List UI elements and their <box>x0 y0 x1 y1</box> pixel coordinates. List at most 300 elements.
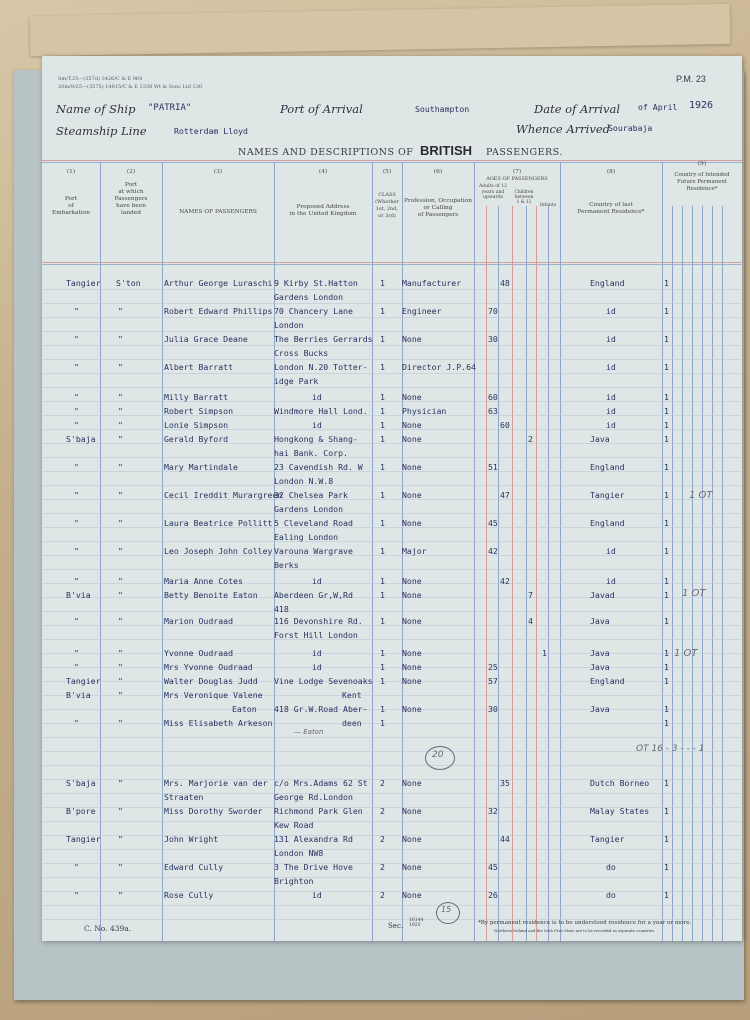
colhead-infants: Infants <box>539 203 557 208</box>
col-line-4 <box>372 162 373 941</box>
cell-landed: " <box>118 834 123 844</box>
cell-occ: None <box>402 806 422 816</box>
cell-name: Edward Cully <box>164 862 224 872</box>
pencil-ot-3: 1 OT <box>674 648 698 659</box>
cell-age: 25 <box>488 662 498 672</box>
cell-embark: B'via <box>66 590 91 600</box>
colhead-occupation: Profession, Occupation or Calling of Passengers <box>403 198 472 218</box>
cell-cls: 1 <box>380 648 385 658</box>
cell-age: 45 <box>488 862 498 872</box>
cell-name: Yvonne Oudraad <box>164 648 234 658</box>
ruled-line <box>42 415 742 416</box>
cell-name: Betty Benoite Eaton <box>164 590 258 600</box>
cell-embark: B'via <box>66 690 91 700</box>
cell-res: Malay States <box>590 806 650 816</box>
cell-occ: None <box>402 518 422 528</box>
cell-age: 26 <box>488 890 498 900</box>
cell-landed: " <box>118 576 123 586</box>
ruled-line <box>42 303 742 304</box>
cell-landed: " <box>118 490 123 500</box>
cell-occ: None <box>402 778 422 788</box>
col-line-8 <box>662 162 663 941</box>
cell-embark: " <box>74 648 79 658</box>
cell-occ: None <box>402 862 422 872</box>
cell-addr: 131 Alexandra Rd <box>274 834 353 844</box>
col-line-7 <box>560 162 561 941</box>
colnum-5: (5) <box>382 169 392 175</box>
cell-landed: " <box>118 590 123 600</box>
cell-fut: 1 <box>664 890 669 900</box>
cell-name: Maria Anne Cotes <box>164 576 243 586</box>
cell-addr2: Ealing London <box>274 532 339 542</box>
ruled-line <box>42 681 742 682</box>
cell-fut: 1 <box>664 306 669 316</box>
cell-addr: id <box>312 662 322 672</box>
cell-addr: Richmond Park Glen <box>274 806 363 816</box>
cell-landed: " <box>118 616 123 626</box>
cell-fut: 1 <box>664 778 669 788</box>
cell-addr: 5 Cleveland Road <box>274 518 353 528</box>
col-line-6 <box>474 162 475 941</box>
cell-cls: 1 <box>380 490 385 500</box>
cell-embark: Tangier <box>66 676 101 686</box>
cell-res: Dutch Borneo <box>590 778 650 788</box>
cell-name: Lonie Simpson <box>164 420 229 430</box>
cell-addr2: Gardens London <box>274 292 344 302</box>
cell-embark: S'baja <box>66 434 96 444</box>
cell-fut: 1 <box>664 392 669 402</box>
header-rule-2 <box>42 264 742 265</box>
ruled-line <box>42 821 742 822</box>
cell-fut: 1 <box>664 406 669 416</box>
cell-cls: 1 <box>380 518 385 528</box>
ruled-line <box>42 625 742 626</box>
footnote-2: Northern Ireland and the Irish Free State are to be recorded as separate countries. <box>494 928 656 933</box>
cell-age: 4 <box>528 616 533 626</box>
colhead-embark: Port of Embarkation <box>51 196 91 216</box>
cell-landed: " <box>118 546 123 556</box>
cell-age: 30 <box>488 704 498 714</box>
colnum-3: (3) <box>213 169 223 175</box>
cell-cls: 1 <box>380 616 385 626</box>
cell-embark: " <box>74 306 79 316</box>
ruled-line <box>42 835 742 836</box>
colhead-ages: AGES OF PASSENGERS <box>486 176 548 182</box>
cell-occ: None <box>402 462 422 472</box>
cell-embark: " <box>74 334 79 344</box>
pencil-eaton-note: — Eaton <box>294 728 324 736</box>
cell-fut: 1 <box>664 334 669 344</box>
cell-embark: " <box>74 616 79 626</box>
ruled-line <box>42 793 742 794</box>
cell-landed: " <box>118 862 123 872</box>
cell-addr2: London N.W.8 <box>274 476 334 486</box>
ruled-line <box>42 863 742 864</box>
cell-fut: 1 <box>664 518 669 528</box>
cell-landed: " <box>118 690 123 700</box>
cell-addr: c/o Mrs.Adams 62 St <box>274 778 368 788</box>
cell-name: Marion Oudraad <box>164 616 234 626</box>
cell-age: 7 <box>528 590 533 600</box>
cell-addr2: Brighton <box>274 876 314 886</box>
cell-addr: London N.20 Totter- <box>274 362 368 372</box>
ruled-line <box>42 289 742 290</box>
cell-cls: 1 <box>380 662 385 672</box>
ruled-line <box>42 877 742 878</box>
cell-cls: 1 <box>380 334 385 344</box>
cell-addr2: London <box>274 320 304 330</box>
cell-addr: 9 Kirby St.Hatton <box>274 278 358 288</box>
cell-fut: 1 <box>664 576 669 586</box>
cell-addr: 32 Chelsea Park <box>274 490 348 500</box>
cell-age: 30 <box>488 334 498 344</box>
cell-fut: 1 <box>664 434 669 444</box>
cell-name: Laura Beatrice Pollitt <box>164 518 273 528</box>
cell-fut: 1 <box>664 718 669 728</box>
cell-fut: 1 <box>664 490 669 500</box>
footnote: *By permanent residence is to be understood residence for a year or more. <box>478 920 692 926</box>
cell-name: Cecil Ireddit Murargreen <box>164 490 283 500</box>
cell-cls: 2 <box>380 890 385 900</box>
ruled-line <box>42 709 742 710</box>
cell-cls: 1 <box>380 676 385 686</box>
pencil-ot-1: 1 OT <box>689 490 713 501</box>
colhead-children: Children between 1 & 12 <box>514 190 534 205</box>
ruled-line <box>42 387 742 388</box>
port-arrival-label: Port of Arrival <box>280 102 363 116</box>
ship-label: Name of Ship <box>56 102 136 116</box>
cell-age: 45 <box>488 518 498 528</box>
cell-res: id <box>606 306 616 316</box>
colnum-9: (9) <box>697 161 707 167</box>
cell-fut: 1 <box>664 704 669 714</box>
form-ref: P.M. 23 <box>676 74 706 84</box>
cell-fut: 1 <box>664 362 669 372</box>
cell-age: 1 <box>542 648 547 658</box>
cell-embark: " <box>74 662 79 672</box>
ruled-line <box>42 471 742 472</box>
cell-addr: Windmore Hall Lond. <box>274 406 368 416</box>
cell-addr: Aberdeen Gr,W,Rd <box>274 590 353 600</box>
colnum-4: (4) <box>318 169 328 175</box>
colhead-adults: Adults of 12 years and upwards <box>478 184 508 200</box>
cell-fut: 1 <box>664 806 669 816</box>
cell-res: Java <box>590 616 610 626</box>
colnum-8: (8) <box>606 169 616 175</box>
cell-occ: None <box>402 576 422 586</box>
cell-addr: id <box>312 576 322 586</box>
date-arrival-value: of April <box>638 102 678 112</box>
cell-age: 44 <box>500 834 510 844</box>
cell-embark: Tangier <box>66 278 101 288</box>
cell-fut: 1 <box>664 278 669 288</box>
print-code-1: Sm/T.25—(357d) 3426/C & E 964 <box>58 76 143 82</box>
cell-res: id <box>606 362 616 372</box>
ruled-line <box>42 555 742 556</box>
cell-landed: " <box>118 648 123 658</box>
cell-age: 70 <box>488 306 498 316</box>
cell-landed: " <box>118 434 123 444</box>
cell-name: Robert Simpson <box>164 406 234 416</box>
cell-addr2: Kew Road <box>274 820 314 830</box>
cell-name: Rose Cully <box>164 890 214 900</box>
cell-landed: " <box>118 518 123 528</box>
cell-embark: S'baja <box>66 778 96 788</box>
cell-cls: 1 <box>380 590 385 600</box>
ruled-line <box>42 583 742 584</box>
cell-fut: 1 <box>664 834 669 844</box>
cell-addr: 418 Gr.W.Road Aber- <box>274 704 368 714</box>
cell-landed: " <box>118 462 123 472</box>
cell-landed: S'ton <box>116 278 141 288</box>
cell-landed: " <box>118 406 123 416</box>
cell-res: England <box>590 676 625 686</box>
cell-name: Mary Martindale <box>164 462 238 472</box>
cell-name: Albert Barratt <box>164 362 234 372</box>
whence-label: Whence Arrived <box>516 122 610 136</box>
ruled-line <box>42 667 742 668</box>
cell-occ: None <box>402 676 422 686</box>
cell-name: Mrs Veronique Valene <box>164 690 263 700</box>
cell-res: id <box>606 420 616 430</box>
cell-res: Java <box>590 704 610 714</box>
pencil-ot-4: OT 16 - 3 - - - 1 <box>636 744 705 754</box>
cell-addr: Hongkong & Shang- <box>274 434 358 444</box>
cell-fut: 1 <box>664 462 669 472</box>
cell-res: Tangier <box>590 834 625 844</box>
cell-age: 60 <box>500 420 510 430</box>
cell-embark: " <box>74 362 79 372</box>
ruled-line <box>42 429 742 430</box>
cell-fut: 1 <box>664 648 669 658</box>
cell-cls: 1 <box>380 362 385 372</box>
cell-occ: Major <box>402 546 427 556</box>
ruled-line <box>42 359 742 360</box>
cell-addr2: hai Bank. Corp. <box>274 448 348 458</box>
cell-fut: 1 <box>664 662 669 672</box>
cell-embark: " <box>74 406 79 416</box>
cell-name: Straaten <box>164 792 204 802</box>
cell-cls: 1 <box>380 406 385 416</box>
cell-addr: The Berries Gerrards <box>274 334 373 344</box>
date-arrival-label: Date of Arrival <box>534 102 621 116</box>
ruled-line <box>42 457 742 458</box>
ruled-line <box>42 443 742 444</box>
cell-name: Gerald Byford <box>164 434 229 444</box>
cell-landed: " <box>118 306 123 316</box>
cell-name: Julia Grace Deane <box>164 334 248 344</box>
cell-age: 2 <box>528 434 533 444</box>
cell-cls: 1 <box>380 576 385 586</box>
cell-name: Leo Joseph John Colley <box>164 546 273 556</box>
cell-occ: None <box>402 434 422 444</box>
ruled-line <box>42 891 742 892</box>
cell-embark: B'pore <box>66 806 96 816</box>
cell-cls: 2 <box>380 806 385 816</box>
cell-res: id <box>606 392 616 402</box>
cell-cls: 2 <box>380 778 385 788</box>
cell-occ: None <box>402 834 422 844</box>
print-code-2: 20m/9/25—(3575) 14815/C & E 1338 Wt & Sons Ltd 130 <box>58 84 203 90</box>
cell-res: do <box>606 862 616 872</box>
cell-landed: " <box>118 362 123 372</box>
cell-embark: " <box>74 420 79 430</box>
cell-embark: " <box>74 462 79 472</box>
cell-occ: None <box>402 704 422 714</box>
cell-addr2: George Rd.London <box>274 792 353 802</box>
title-suffix: PASSENGERS. <box>486 147 563 158</box>
cell-res: id <box>606 406 616 416</box>
cell-fut: 1 <box>664 546 669 556</box>
title-british: BRITISH <box>420 143 472 158</box>
col-line-2 <box>162 162 163 941</box>
cell-landed: " <box>118 420 123 430</box>
colhead-future-residence: Country of Intended Future Permanent Residence* <box>674 172 730 192</box>
cell-occ: None <box>402 662 422 672</box>
ruled-line <box>42 765 742 766</box>
cell-age: 60 <box>488 392 498 402</box>
cell-res: England <box>590 462 625 472</box>
cell-res: do <box>606 890 616 900</box>
colnum-7: (7) <box>512 169 522 175</box>
cell-landed: " <box>118 806 123 816</box>
cell-embark: " <box>74 490 79 500</box>
cell-age: 32 <box>488 806 498 816</box>
cell-age: 35 <box>500 778 510 788</box>
cell-fut: 1 <box>664 616 669 626</box>
ruled-line <box>42 499 742 500</box>
cell-name: John Wright <box>164 834 219 844</box>
cell-addr: Vine Lodge Sevenoaks <box>274 676 373 686</box>
colhead-landed: Port at which Passengers have been landed <box>114 182 148 216</box>
cell-embark: " <box>74 392 79 402</box>
ruled-line <box>42 905 742 906</box>
cell-addr: 116 Devonshire Rd. <box>274 616 363 626</box>
cell-name: Walter Douglas Judd <box>164 676 258 686</box>
ruled-line <box>42 527 742 528</box>
cell-res: id <box>606 546 616 556</box>
port-arrival: Southampton <box>415 104 470 114</box>
cell-name: Miss Elisabeth Arkeson <box>164 718 273 728</box>
cell-addr: deen <box>342 718 362 728</box>
cell-res: England <box>590 278 625 288</box>
ruled-line <box>42 331 742 332</box>
ruled-line <box>42 639 742 640</box>
cell-cls: 1 <box>380 306 385 316</box>
cell-embark: " <box>74 546 79 556</box>
line-label: Steamship Line <box>56 124 147 138</box>
cell-landed: " <box>118 662 123 672</box>
cell-age: 47 <box>500 490 510 500</box>
whence-value: Sourabaja <box>608 123 653 133</box>
colnum-2: (2) <box>126 169 136 175</box>
header-rule <box>42 162 742 163</box>
passenger-manifest-sheet <box>42 56 742 941</box>
cell-res: id <box>606 334 616 344</box>
cell-addr: Kent <box>342 690 362 700</box>
cell-embark: " <box>74 862 79 872</box>
cell-res: id <box>606 576 616 586</box>
cell-cls: 2 <box>380 862 385 872</box>
cell-addr2: Forst Hill London <box>274 630 358 640</box>
sec-code: 16144 1925 <box>409 918 424 928</box>
cell-addr: 23 Cavendish Rd. W <box>274 462 363 472</box>
colhead-last-residence: Country of last Permanent Residence* <box>577 202 645 215</box>
cell-age: 57 <box>488 676 498 686</box>
ruled-line <box>42 611 742 612</box>
cell-addr2: Gardens London <box>274 504 344 514</box>
cell-embark: " <box>74 890 79 900</box>
cell-embark: " <box>74 518 79 528</box>
cell-addr: id <box>312 392 322 402</box>
cell-occ: None <box>402 420 422 430</box>
cell-age: 42 <box>500 576 510 586</box>
colnum-6: (6) <box>433 169 443 175</box>
cell-age: 42 <box>488 546 498 556</box>
ruled-line <box>42 653 742 654</box>
ruled-line <box>42 401 742 402</box>
ruled-line <box>42 597 742 598</box>
cell-occ: None <box>402 590 422 600</box>
cell-addr2: London NW8 <box>274 848 324 858</box>
cell-occ: None <box>402 490 422 500</box>
cell-addr2: Cross Bucks <box>274 348 329 358</box>
cell-name: Miss Dorothy Sworder <box>164 806 263 816</box>
cell-age: 51 <box>488 462 498 472</box>
cell-occ: Physician <box>402 406 447 416</box>
cell-addr: Varouna Wargrave <box>274 546 353 556</box>
cell-embark: " <box>74 576 79 586</box>
cell-fut: 1 <box>664 862 669 872</box>
colhead-address: Proposed Address in the United Kingdom <box>289 204 357 217</box>
title-prefix: NAMES AND DESCRIPTIONS OF <box>238 147 414 158</box>
cell-cls: 1 <box>380 546 385 556</box>
ruled-line <box>42 569 742 570</box>
pencil-circle-1-text: 20 <box>432 750 444 760</box>
cell-cls: 1 <box>380 392 385 402</box>
sec-label: Sec. <box>388 922 404 930</box>
cell-name: Mrs. Marjorie van der <box>164 778 268 788</box>
form-number: C. No. 439a. <box>84 924 132 933</box>
cell-res: Java <box>590 648 610 658</box>
ruled-line <box>42 737 742 738</box>
pencil-circle-2-text: 15 <box>441 905 452 914</box>
ship-name: "PATRIA" <box>148 103 192 113</box>
cell-landed: " <box>118 392 123 402</box>
ruled-line <box>42 723 742 724</box>
ruled-line <box>42 541 742 542</box>
ruled-line <box>42 485 742 486</box>
cell-occ: None <box>402 392 422 402</box>
ruled-line <box>42 695 742 696</box>
cell-occ: Engineer <box>402 306 442 316</box>
cell-cls: 1 <box>380 704 385 714</box>
cell-occ: Director J.P.64 <box>402 362 476 372</box>
cell-addr2: idge Park <box>274 376 319 386</box>
cell-addr: 3 The Drive Hove <box>274 862 353 872</box>
cell-fut: 1 <box>664 420 669 430</box>
cell-res: England <box>590 518 625 528</box>
cell-name: Mrs Yvonne Oudraad <box>164 662 253 672</box>
ruled-line <box>42 373 742 374</box>
cell-cls: 1 <box>380 462 385 472</box>
line-value: Rotterdam Lloyd <box>174 126 248 136</box>
cell-res: Javad <box>590 590 615 600</box>
cell-cls: 1 <box>380 718 385 728</box>
cell-addr: id <box>312 420 322 430</box>
cell-landed: " <box>118 718 123 728</box>
cell-addr: 70 Chancery Lane <box>274 306 353 316</box>
